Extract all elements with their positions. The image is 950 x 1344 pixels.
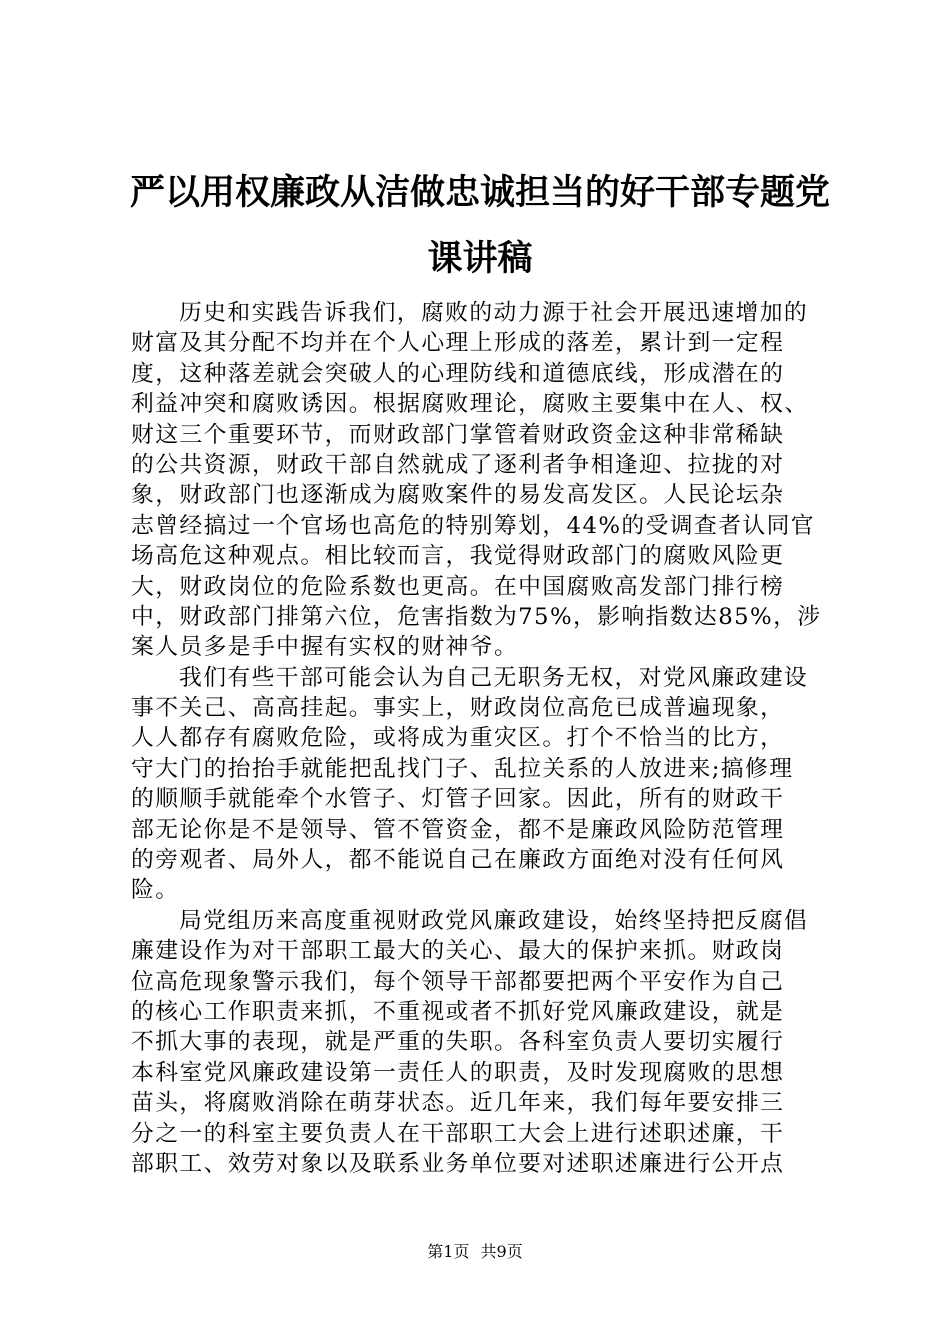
paragraph-line: 部无论你是不是领导、管不管资金，都不是廉政风险防范管理: [131, 816, 785, 843]
paragraph: [131, 906, 831, 1180]
paragraph-line: 的顺顺手就能牵个水管子、灯管子回家。因此，所有的财政干: [131, 786, 785, 813]
page-number: 第1页: [427, 1242, 470, 1261]
page-footer: [0, 1240, 950, 1264]
paragraph-line: 的旁观者、局外人，都不能说自己在廉政方面绝对没有任何风: [131, 847, 785, 874]
paragraph-line: 象，财政部门也逐渐成为腐败案件的易发高发区。人民论坛杂: [131, 482, 785, 509]
paragraph-line: 历史和实践告诉我们，腐败的动力源于社会开展迅速增加的: [179, 300, 809, 326]
paragraph-line: 分之一的科室主要负责人在干部职工大会上进行述职述廉，干: [131, 1120, 785, 1147]
paragraph: [131, 663, 831, 906]
paragraph-line: 大，财政岗位的危险系数也更高。在中国腐败高发部门排行榜: [131, 573, 785, 600]
title-line: 课讲稿: [427, 238, 533, 279]
paragraph-line: 财这三个重要环节，而财政部门掌管着财政资金这种非常稀缺: [131, 421, 785, 448]
paragraph-line: 度，这种落差就会突破人的心理防线和道德底线，形成潜在的: [131, 360, 785, 387]
paragraph-line: 财富及其分配不均并在个人心理上形成的落差，累计到一定程: [131, 330, 785, 357]
paragraph-line: 的公共资源，财政干部自然就成了逐利者争相逢迎、拉拢的对: [131, 451, 785, 478]
paragraph-line: 苗头，将腐败消除在萌芽状态。近几年来，我们每年要安排三: [131, 1090, 785, 1117]
paragraph-line: 案人员多是手中握有实权的财神爷。: [131, 634, 519, 661]
paragraph-line: 守大门的抬抬手就能把乱找门子、乱拉关系的人放进来;搞修理: [131, 755, 794, 782]
paragraph-line: 志曾经搞过一个官场也高危的特别筹划，44%的受调查者认同官: [131, 512, 815, 539]
paragraph-line: 险。: [131, 877, 180, 904]
paragraph-line: 我们有些干部可能会认为自己无职务无权，对党风廉政建设: [179, 664, 809, 691]
paragraph-line: 部职工、效劳对象以及联系业务单位要对述职述廉进行公开点: [131, 1150, 785, 1177]
paragraph-line: 局党组历来高度重视财政党风廉政建设，始终坚持把反腐倡: [179, 907, 809, 934]
paragraph-line: 位高危现象警示我们，每个领导干部都要把两个平安作为自己: [131, 968, 785, 995]
paragraph-line: 廉建设作为对干部职工最大的关心、最大的保护来抓。财政岗: [131, 938, 785, 965]
document-body: [131, 298, 831, 1179]
paragraph-line: 事不关己、高高挂起。事实上，财政岗位高危已成普遍现象，: [131, 695, 785, 722]
paragraph-line: 中，财政部门排第六位，危害指数为75%，影响指数达85%，涉: [131, 603, 822, 630]
paragraph-line: 本科室党风廉政建设第一责任人的职责，及时发现腐败的思想: [131, 1059, 785, 1086]
page-total: 共9页: [480, 1242, 523, 1261]
paragraph-line: 的核心工作职责来抓，不重视或者不抓好党风廉政建设，就是: [131, 998, 785, 1025]
paragraph-line: 利益冲突和腐败诱因。根据腐败理论，腐败主要集中在人、权、: [131, 391, 809, 418]
paragraph: [131, 298, 831, 663]
paragraph-line: 人人都存有腐败危险，或将成为重灾区。打个不恰当的比方，: [131, 725, 785, 752]
document-title: [120, 160, 840, 292]
title-line: 严以用权廉政从洁做忠诚担当的好干部专题党: [129, 172, 830, 213]
paragraph-line: 场高危这种观点。相比较而言，我觉得财政部门的腐败风险更: [131, 543, 785, 570]
paragraph-line: 不抓大事的表现，就是严重的失职。各科室负责人要切实履行: [131, 1029, 785, 1056]
